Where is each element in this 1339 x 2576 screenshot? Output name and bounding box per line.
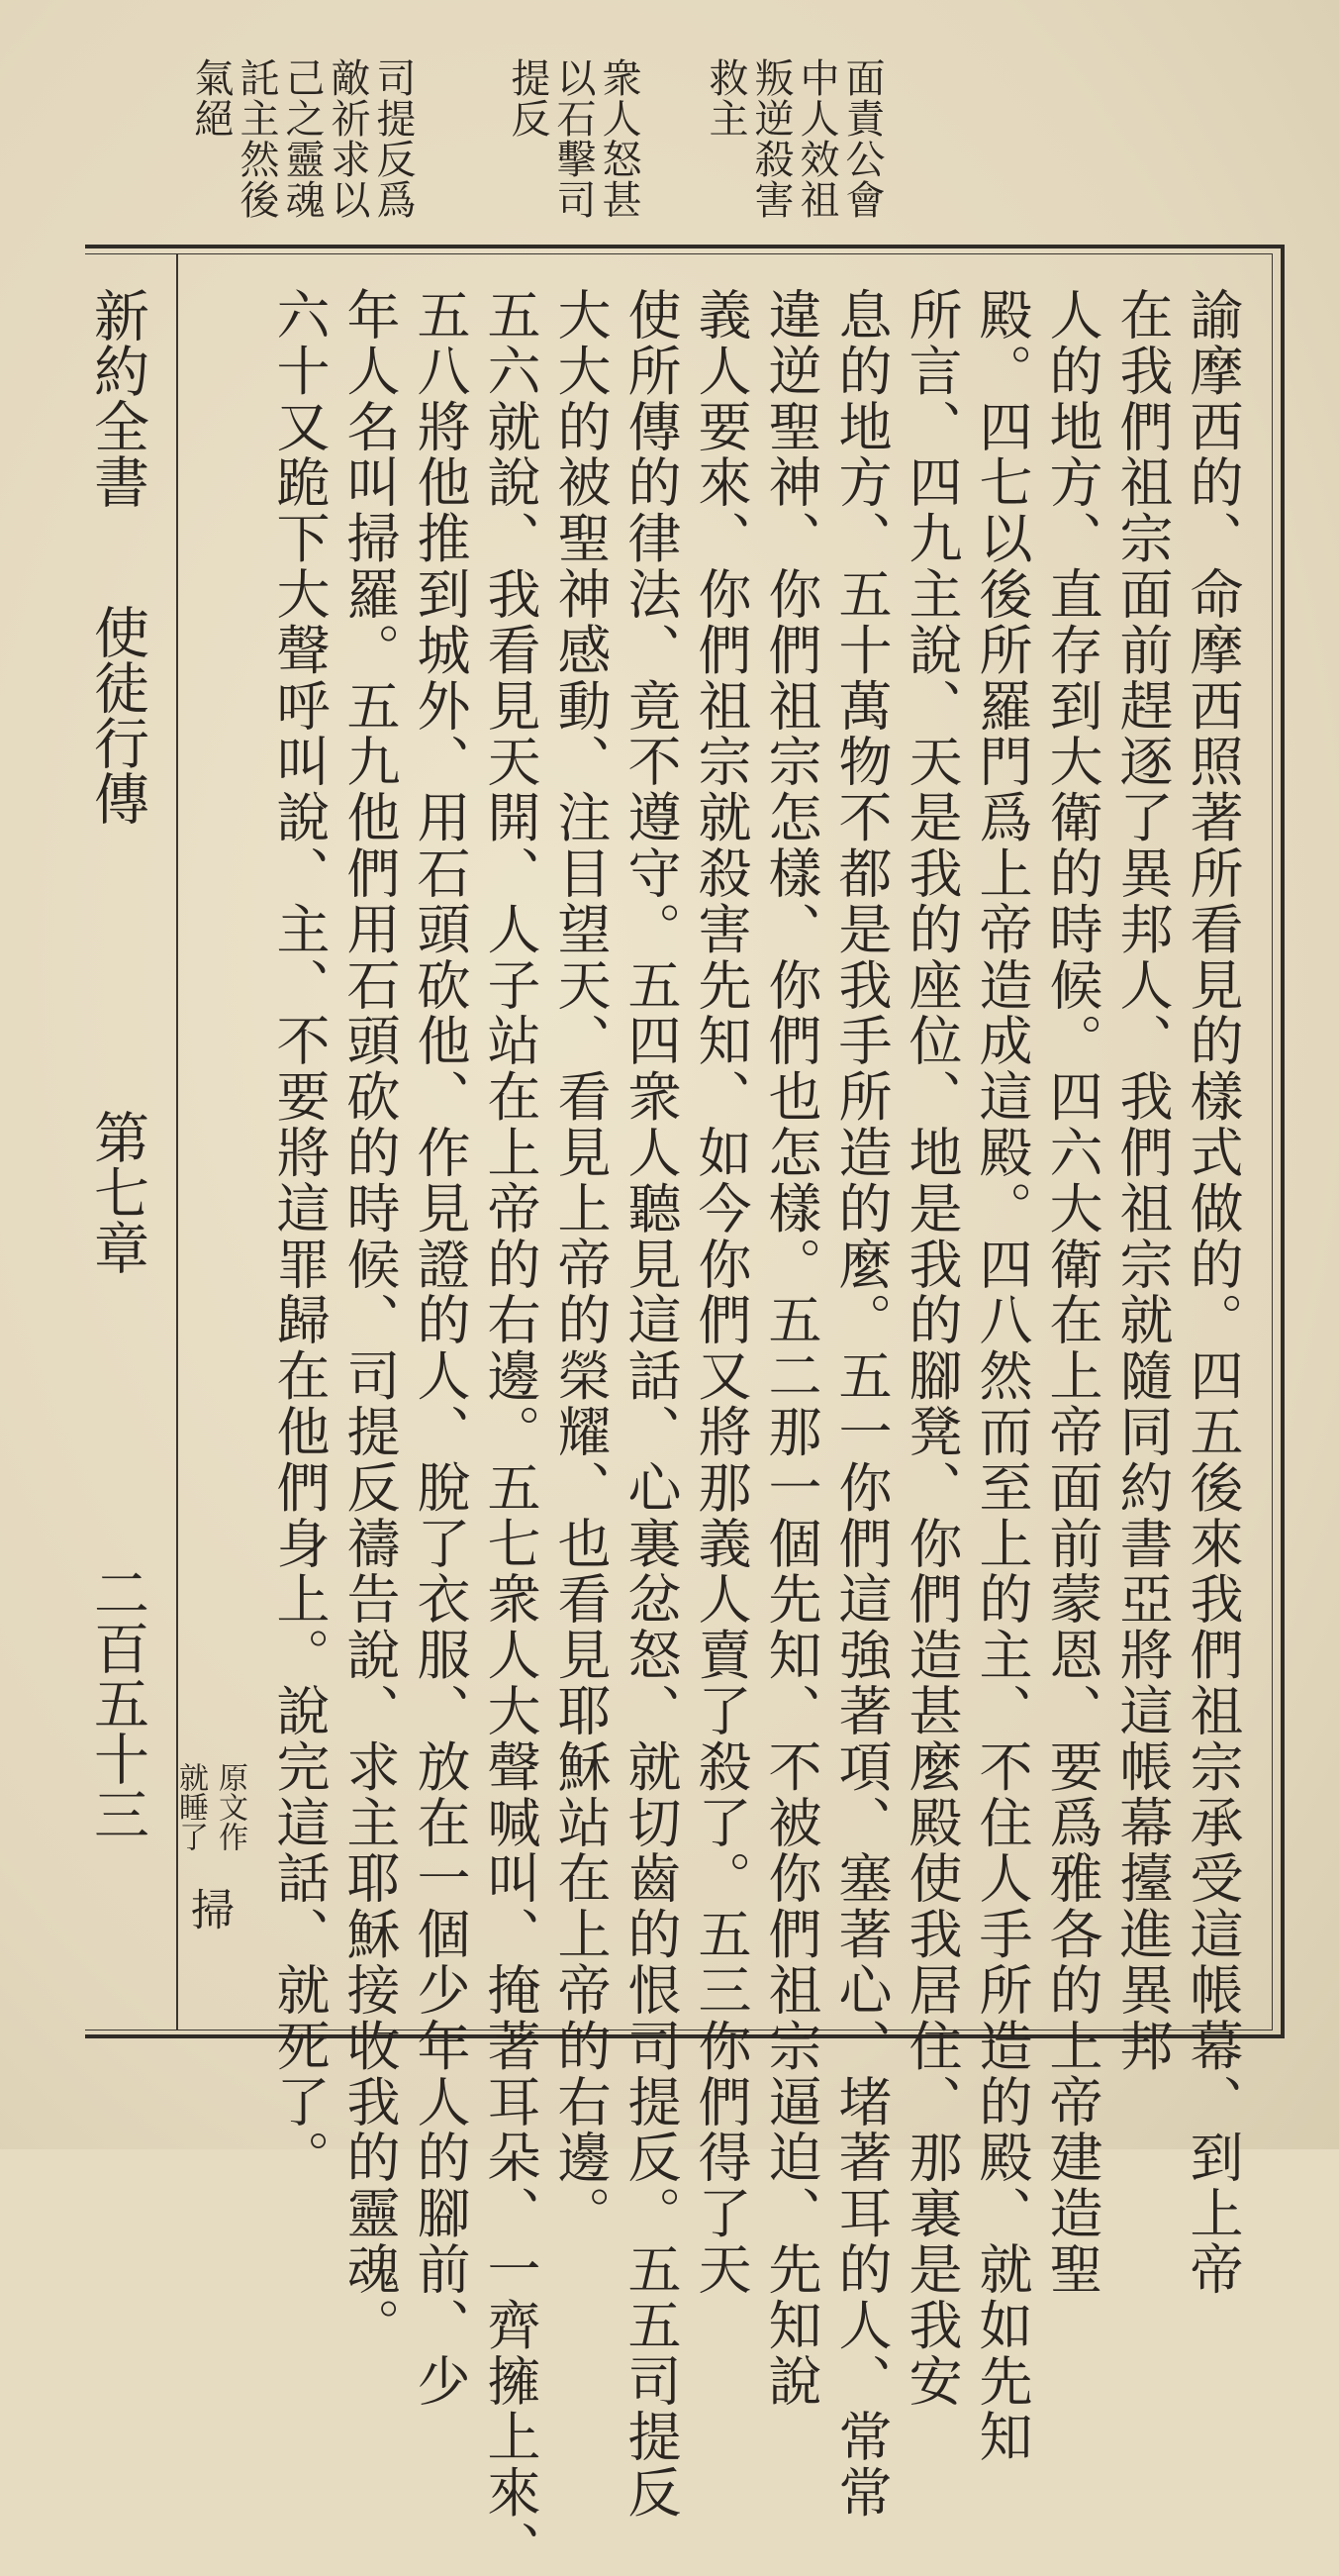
headnote: 衆人怒甚	[596, 57, 641, 220]
text-column: 五八將他推到城外、用石頭砍他、作見證的人、脫了衣服、放在一個少年人的腳前、少	[409, 287, 471, 2410]
footnote	[172, 1762, 247, 1851]
text-column: 六十又跪下大聲呼叫說、主、不要將這罪歸在他們身上。說完這話、就死了。	[268, 287, 331, 2186]
text-column: 諭摩西的、命摩西照著所看見的樣式做的。四五後來我們祖宗承受這帳幕、到上帝	[1182, 287, 1244, 2298]
text-column: 息的地方、五十萬物不都是我手所造的麼。五一你們這強著項、塞著心、堵著耳的人、常常	[830, 287, 893, 2521]
text-column: 所言、四九主說、天是我的座位、地是我的腳凳、你們造甚麼殿使我居住、那裏是我安	[901, 287, 963, 2410]
text-column: 義人要來、你們祖宗就殺害先知、如今你們又將那義人賣了殺了。五三你們得了天	[690, 287, 752, 2298]
headnote-group-3	[188, 57, 416, 220]
running-header-section: 使徒行傳	[85, 604, 149, 826]
headnote: 救主	[703, 57, 748, 139]
headnote: 司提反爲	[370, 57, 416, 220]
headnote: 提反	[505, 57, 550, 139]
text-column: 殿。四七以後所羅門爲上帝造成這殿。四八然而至上的主、不住人手所造的殿、就如先知	[971, 287, 1033, 2465]
text-column: 五六就說、我看見天開、人子站在上帝的右邊。五七衆人大聲喊叫、掩著耳朵、一齊擁上來、	[479, 287, 541, 2576]
headnote: 面責公會	[839, 57, 885, 220]
headnote: 叛逆殺害	[748, 57, 794, 220]
headnote: 己之靈魂	[279, 57, 325, 220]
text-column: 年人名叫掃羅。五九他們用石頭砍的時候、司提反禱告說、求主耶穌接收我的靈魂。	[338, 287, 401, 2353]
text-column: 違逆聖神、你們祖宗怎樣、你們也怎樣。五二那一個先知、不被你們祖宗逼迫、先知說	[760, 287, 822, 2410]
text-column: 在我們祖宗面前趕逐了異邦人、我們祖宗就隨同約書亞將這帳幕擡進異邦	[1111, 287, 1174, 2074]
text-column: 使所傳的律法、竟不遵守。五四衆人聽見這話、心裏忿怒、就切齒的恨司提反。五五司提反	[620, 287, 682, 2521]
headnote: 託主然後	[234, 57, 279, 220]
running-header-book: 新約全書	[85, 287, 149, 509]
footnote-line: 原文作	[213, 1762, 247, 1851]
footnote-line: 就睡了	[173, 1762, 208, 1851]
text-column: 大大的被聖神感動、注目望天、看見上帝的榮耀、也看見耶穌站在上帝的右邊。	[549, 287, 612, 2241]
text-column: 人的地方、直存到大衛的時候。四六大衛在上帝面前蒙恩、要爲雅各的上帝建造聖	[1041, 287, 1103, 2298]
headnote: 以石擊司	[550, 57, 596, 220]
footnote-word: 掃	[183, 1887, 234, 1931]
page-number: 二百五十三	[85, 1564, 149, 1841]
headnotes	[148, 57, 901, 236]
headnote-group-1	[703, 57, 885, 220]
headnote: 敵祈求以	[325, 57, 370, 220]
headnote-group-2	[505, 57, 641, 220]
running-header-chapter: 第七章	[85, 1109, 149, 1275]
headnote: 中人效祖	[794, 57, 839, 220]
headnote: 氣絕	[188, 57, 234, 139]
